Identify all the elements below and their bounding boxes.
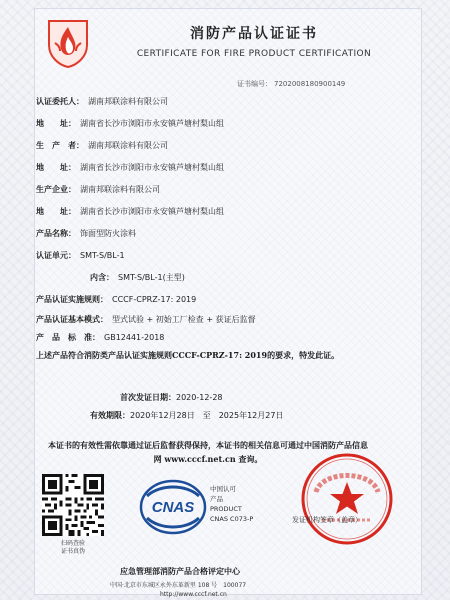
field-address-1-value: 湖南省长沙市浏阳市永安镇芦塘村梨山组 <box>80 119 224 128</box>
first-issue-date-value: 2020-12-28 <box>176 393 223 402</box>
field-rule-label: 产品认证实施规则： <box>36 294 108 304</box>
field-unit <box>36 250 125 261</box>
qr-caption-line-2: 证书真伪 <box>60 548 85 555</box>
cnas-line-2: 产品 <box>210 495 223 503</box>
field-address-2 <box>36 162 224 173</box>
field-client-value: 湖南邦联涂料有限公司 <box>88 97 168 106</box>
field-address-2-label: 地 址： <box>36 162 76 172</box>
cnas-logo-icon <box>138 478 208 536</box>
first-issue-date <box>120 392 223 403</box>
qr-caption <box>42 540 104 556</box>
cnas-line-4: CNAS C073-P <box>210 515 254 523</box>
field-contains <box>90 272 185 283</box>
field-producer <box>36 140 168 151</box>
field-product-label: 产品名称： <box>36 228 76 238</box>
field-contains-label: 内含： <box>90 272 114 282</box>
field-standard-value: GB12441-2018 <box>104 333 165 342</box>
field-address-3 <box>36 206 224 217</box>
validity-notice: 本证书的有效性需依靠通过证后监督获得保持，本证书的相关信息可通过中国消防产品信息网 www.cccf.net.cn 查询。 <box>48 440 368 464</box>
field-rule-value: CCCF-CPRZ-17: 2019 <box>112 295 197 304</box>
certificate-number-label: 证书编号： <box>237 80 272 88</box>
first-issue-date-label: 首次发证日期： <box>120 392 176 402</box>
fire-shield-logo-icon <box>45 15 91 69</box>
field-contains-value: SMT-S/BL-1(主型) <box>118 273 185 282</box>
issuer-website-link[interactable]: http://www.cccf.net.cn <box>160 591 227 598</box>
field-mode <box>36 314 256 325</box>
issuer-signature-label: 发证机构签章（盖章） <box>292 516 362 524</box>
field-producer-label: 生 产 者： <box>36 140 84 150</box>
field-mode-label: 产品认证基本模式： <box>36 314 108 324</box>
field-client-label: 认证委托人： <box>36 96 84 106</box>
field-address-3-value: 湖南省长沙市浏阳市永安镇芦塘村梨山组 <box>80 207 224 216</box>
field-mode-value: 型式试验 + 初始工厂检查 + 获证后监督 <box>112 315 256 324</box>
field-address-1-label: 地 址： <box>36 118 76 128</box>
field-unit-value: SMT-S/BL-1 <box>80 251 125 260</box>
official-seal-icon <box>300 452 394 546</box>
qr-code-icon[interactable] <box>42 474 104 536</box>
field-producer-value: 湖南邦联涂料有限公司 <box>88 141 168 150</box>
qr-caption-line-1: 扫码查验 <box>60 540 85 547</box>
certificate-number-value: 7202008180900149 <box>274 80 346 88</box>
field-client <box>36 96 168 107</box>
declaration: 上述产品符合消防类产品认证实施规则CCCF-CPRZ-17: 2019的要求，特发此证。 <box>36 350 340 360</box>
field-unit-label: 认证单元： <box>36 250 76 260</box>
issuer-address: 中国·北京市东城区永外东革新里 108 号 100077 <box>110 582 247 589</box>
cnas-line-3: PRODUCT <box>210 505 242 513</box>
field-product-value: 饰面型防火涂料 <box>80 229 136 238</box>
field-address-3-label: 地 址： <box>36 206 76 216</box>
field-address-1 <box>36 118 224 129</box>
field-factory <box>36 184 160 195</box>
certificate-number <box>235 79 345 89</box>
field-factory-value: 湖南邦联涂料有限公司 <box>80 185 160 194</box>
cnas-logo-text: CNAS <box>151 499 195 516</box>
field-standard-label: 产 品 标 准： <box>36 332 100 342</box>
validity-period <box>90 410 283 421</box>
issuer-organization: 应急管理部消防产品合格评定中心 <box>120 566 240 576</box>
cnas-accreditation-text <box>210 484 253 524</box>
field-rule <box>36 294 196 305</box>
field-standard <box>36 332 164 343</box>
cnas-line-1: 中国认可 <box>210 485 236 493</box>
field-product <box>36 228 136 239</box>
field-factory-label: 生产企业： <box>36 184 76 194</box>
validity-period-value: 2020年12月28日 至 2025年12月27日 <box>130 411 284 420</box>
validity-period-label: 有效期限： <box>90 410 130 420</box>
certificate-title-cn: 消防产品认证证书 <box>190 26 318 42</box>
field-address-2-value: 湖南省长沙市浏阳市永安镇芦塘村梨山组 <box>80 163 224 172</box>
certificate-title-en: CERTIFICATE FOR FIRE PRODUCT CERTIFICATION <box>136 49 372 59</box>
